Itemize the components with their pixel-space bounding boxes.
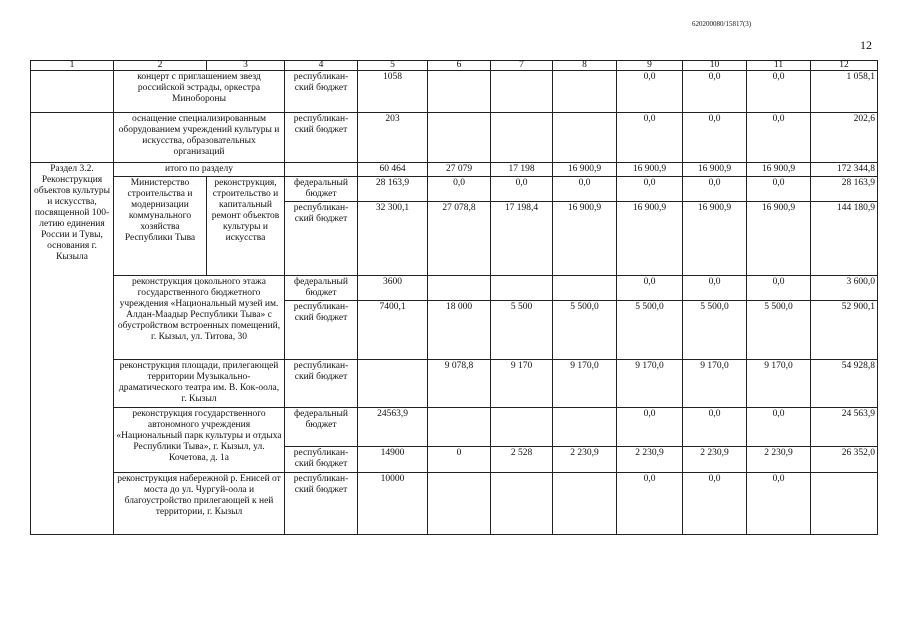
value-cell: 24563,9 bbox=[358, 408, 428, 447]
activity-name: реконструкция площади, прилегающей территории Музыкально-драматического театра им. В. Кок-оола, г. Кызыл bbox=[114, 360, 285, 408]
value-cell: 14900 bbox=[358, 447, 428, 473]
funding-source: республикан-ский бюджет bbox=[285, 301, 358, 360]
funding-source: федеральный бюджет bbox=[285, 408, 358, 447]
value-cell: 0,0 bbox=[617, 71, 683, 113]
section-cell bbox=[31, 113, 114, 163]
value-cell: 172 344,8 bbox=[811, 163, 878, 177]
value-cell: 0,0 bbox=[617, 473, 683, 535]
activity-name: реконструкция цокольного этажа государственного бюджетного учреждения «Национальный музей им. Алдан-Маадыр Республики Тыва» с обустройством встроенных помещений, г. Кызыл, ул. Титова, 30 bbox=[114, 276, 285, 360]
value-cell: 0,0 bbox=[617, 113, 683, 163]
value-cell: 3600 bbox=[358, 276, 428, 301]
value-cell bbox=[491, 276, 553, 301]
value-cell: 144 180,9 bbox=[811, 202, 878, 276]
value-cell: 5 500 bbox=[491, 301, 553, 360]
funding-source: республикан-ский бюджет bbox=[285, 360, 358, 408]
value-cell: 16 900,9 bbox=[617, 202, 683, 276]
value-cell: 9 170,0 bbox=[617, 360, 683, 408]
table-row bbox=[31, 360, 878, 408]
funding-source: республикан-ский бюджет bbox=[285, 113, 358, 163]
value-cell: 16 900,9 bbox=[553, 202, 617, 276]
col-header: 4 bbox=[285, 61, 358, 71]
value-cell: 2 230,9 bbox=[617, 447, 683, 473]
col-header: 3 bbox=[207, 61, 285, 71]
value-cell: 5 500,0 bbox=[747, 301, 811, 360]
col-header: 12 bbox=[811, 61, 878, 71]
value-cell: 0,0 bbox=[617, 177, 683, 202]
value-cell: 1058 bbox=[358, 71, 428, 113]
value-cell: 32 300,1 bbox=[358, 202, 428, 276]
value-cell: 16 900,9 bbox=[683, 202, 747, 276]
col-header: 1 bbox=[31, 61, 114, 71]
value-cell: 7400,1 bbox=[358, 301, 428, 360]
value-cell: 9 170,0 bbox=[683, 360, 747, 408]
value-cell bbox=[553, 113, 617, 163]
table-row bbox=[31, 473, 878, 535]
value-cell: 2 528 bbox=[491, 447, 553, 473]
value-cell: 0,0 bbox=[747, 408, 811, 447]
table-row bbox=[31, 276, 878, 301]
value-cell: 1 058,1 bbox=[811, 71, 878, 113]
value-cell: 28 163,9 bbox=[358, 177, 428, 202]
value-cell: 3 600,0 bbox=[811, 276, 878, 301]
value-cell: 16 900,9 bbox=[747, 202, 811, 276]
table-row bbox=[31, 177, 878, 202]
value-cell: 52 900,1 bbox=[811, 301, 878, 360]
funding-source: республикан-ский бюджет bbox=[285, 473, 358, 535]
value-cell: 203 bbox=[358, 113, 428, 163]
value-cell bbox=[358, 360, 428, 408]
col-header: 7 bbox=[491, 61, 553, 71]
value-cell: 27 078,8 bbox=[428, 202, 491, 276]
value-cell: 0,0 bbox=[683, 71, 747, 113]
value-cell: 0,0 bbox=[553, 177, 617, 202]
value-cell: 2 230,9 bbox=[747, 447, 811, 473]
value-cell: 17 198 bbox=[491, 163, 553, 177]
value-cell: 5 500,0 bbox=[683, 301, 747, 360]
value-cell: 5 500,0 bbox=[553, 301, 617, 360]
value-cell: 0,0 bbox=[683, 473, 747, 535]
value-cell: 26 352,0 bbox=[811, 447, 878, 473]
value-cell: 0,0 bbox=[683, 276, 747, 301]
section-cell bbox=[31, 71, 114, 113]
value-cell: 9 170 bbox=[491, 360, 553, 408]
value-cell: 9 078,8 bbox=[428, 360, 491, 408]
subtotal-row bbox=[31, 163, 878, 177]
value-cell: 202,6 bbox=[811, 113, 878, 163]
table-row bbox=[31, 71, 878, 113]
value-cell: 24 563,9 bbox=[811, 408, 878, 447]
value-cell bbox=[491, 113, 553, 163]
value-cell bbox=[553, 276, 617, 301]
value-cell bbox=[491, 473, 553, 535]
funding-source: республикан-ский бюджет bbox=[285, 202, 358, 276]
funding-source bbox=[285, 163, 358, 177]
value-cell: 0,0 bbox=[683, 113, 747, 163]
page-number: 12 bbox=[860, 38, 872, 52]
value-cell: 0,0 bbox=[747, 71, 811, 113]
budget-table bbox=[30, 60, 878, 535]
value-cell bbox=[553, 71, 617, 113]
value-cell bbox=[811, 473, 878, 535]
activity-name: реконструкция государственного автономного учреждения «Национальный парк культуры и отдыха Республики Тыва», г. Кызыл, ул. Кочетова, д. 1а bbox=[114, 408, 285, 473]
value-cell: 16 900,9 bbox=[553, 163, 617, 177]
col-header: 10 bbox=[683, 61, 747, 71]
value-cell bbox=[428, 473, 491, 535]
value-cell: 54 928,8 bbox=[811, 360, 878, 408]
value-cell: 16 900,9 bbox=[747, 163, 811, 177]
value-cell: 0,0 bbox=[617, 276, 683, 301]
document-id: 620200080/15817(3) bbox=[692, 20, 752, 28]
funding-source: федеральный бюджет bbox=[285, 177, 358, 202]
value-cell: 10000 bbox=[358, 473, 428, 535]
value-cell: 0,0 bbox=[491, 177, 553, 202]
value-cell: 0 bbox=[428, 447, 491, 473]
funding-source: республикан-ский бюджет bbox=[285, 447, 358, 473]
value-cell: 0,0 bbox=[747, 473, 811, 535]
value-cell bbox=[428, 71, 491, 113]
funding-source: федеральный бюджет bbox=[285, 276, 358, 301]
value-cell bbox=[428, 276, 491, 301]
value-cell bbox=[553, 473, 617, 535]
activity-name: концерт с приглашением звезд российской эстрады, оркестра Минобороны bbox=[114, 71, 285, 113]
value-cell: 0,0 bbox=[747, 113, 811, 163]
activity-name: реконструкция, строительство и капитальный ремонт объектов культуры и искусства bbox=[207, 177, 285, 276]
table-row bbox=[31, 113, 878, 163]
value-cell: 0,0 bbox=[617, 408, 683, 447]
value-cell: 0,0 bbox=[428, 177, 491, 202]
value-cell: 16 900,9 bbox=[683, 163, 747, 177]
subtotal-label: итого по разделу bbox=[114, 163, 285, 177]
value-cell: 17 198,4 bbox=[491, 202, 553, 276]
section-label: Раздел 3.2. Реконструкция объектов культуры и искусства, посвященной 100-летию единения России и Тувы, основания г. Кызыла bbox=[31, 163, 114, 535]
col-header: 8 bbox=[553, 61, 617, 71]
activity-name: реконструкция набережной р. Енисей от моста до ул. Чургуй-оола и благоустройство прилегающей к ней территории, г. Кызыл bbox=[114, 473, 285, 535]
value-cell: 9 170,0 bbox=[747, 360, 811, 408]
value-cell bbox=[553, 408, 617, 447]
value-cell: 28 163,9 bbox=[811, 177, 878, 202]
value-cell: 27 079 bbox=[428, 163, 491, 177]
value-cell bbox=[428, 113, 491, 163]
col-header: 2 bbox=[114, 61, 207, 71]
activity-name: оснащение специализированным оборудованием учреждений культуры и искусства, образовательных организаций bbox=[114, 113, 285, 163]
value-cell: 9 170,0 bbox=[553, 360, 617, 408]
value-cell: 2 230,9 bbox=[553, 447, 617, 473]
value-cell: 0,0 bbox=[747, 276, 811, 301]
value-cell: 0,0 bbox=[683, 408, 747, 447]
value-cell: 0,0 bbox=[747, 177, 811, 202]
executor-cell: Министерство строительства и модернизации коммунального хозяйства Республики Тыва bbox=[114, 177, 207, 276]
col-header: 5 bbox=[358, 61, 428, 71]
value-cell: 5 500,0 bbox=[617, 301, 683, 360]
col-header: 9 bbox=[617, 61, 683, 71]
header-row bbox=[31, 61, 878, 71]
value-cell bbox=[491, 408, 553, 447]
col-header: 11 bbox=[747, 61, 811, 71]
value-cell: 60 464 bbox=[358, 163, 428, 177]
funding-source: республикан-ский бюджет bbox=[285, 71, 358, 113]
value-cell: 16 900,9 bbox=[617, 163, 683, 177]
value-cell bbox=[428, 408, 491, 447]
value-cell: 0,0 bbox=[683, 177, 747, 202]
col-header: 6 bbox=[428, 61, 491, 71]
value-cell: 18 000 bbox=[428, 301, 491, 360]
table-row bbox=[31, 408, 878, 447]
value-cell: 2 230,9 bbox=[683, 447, 747, 473]
value-cell bbox=[491, 71, 553, 113]
